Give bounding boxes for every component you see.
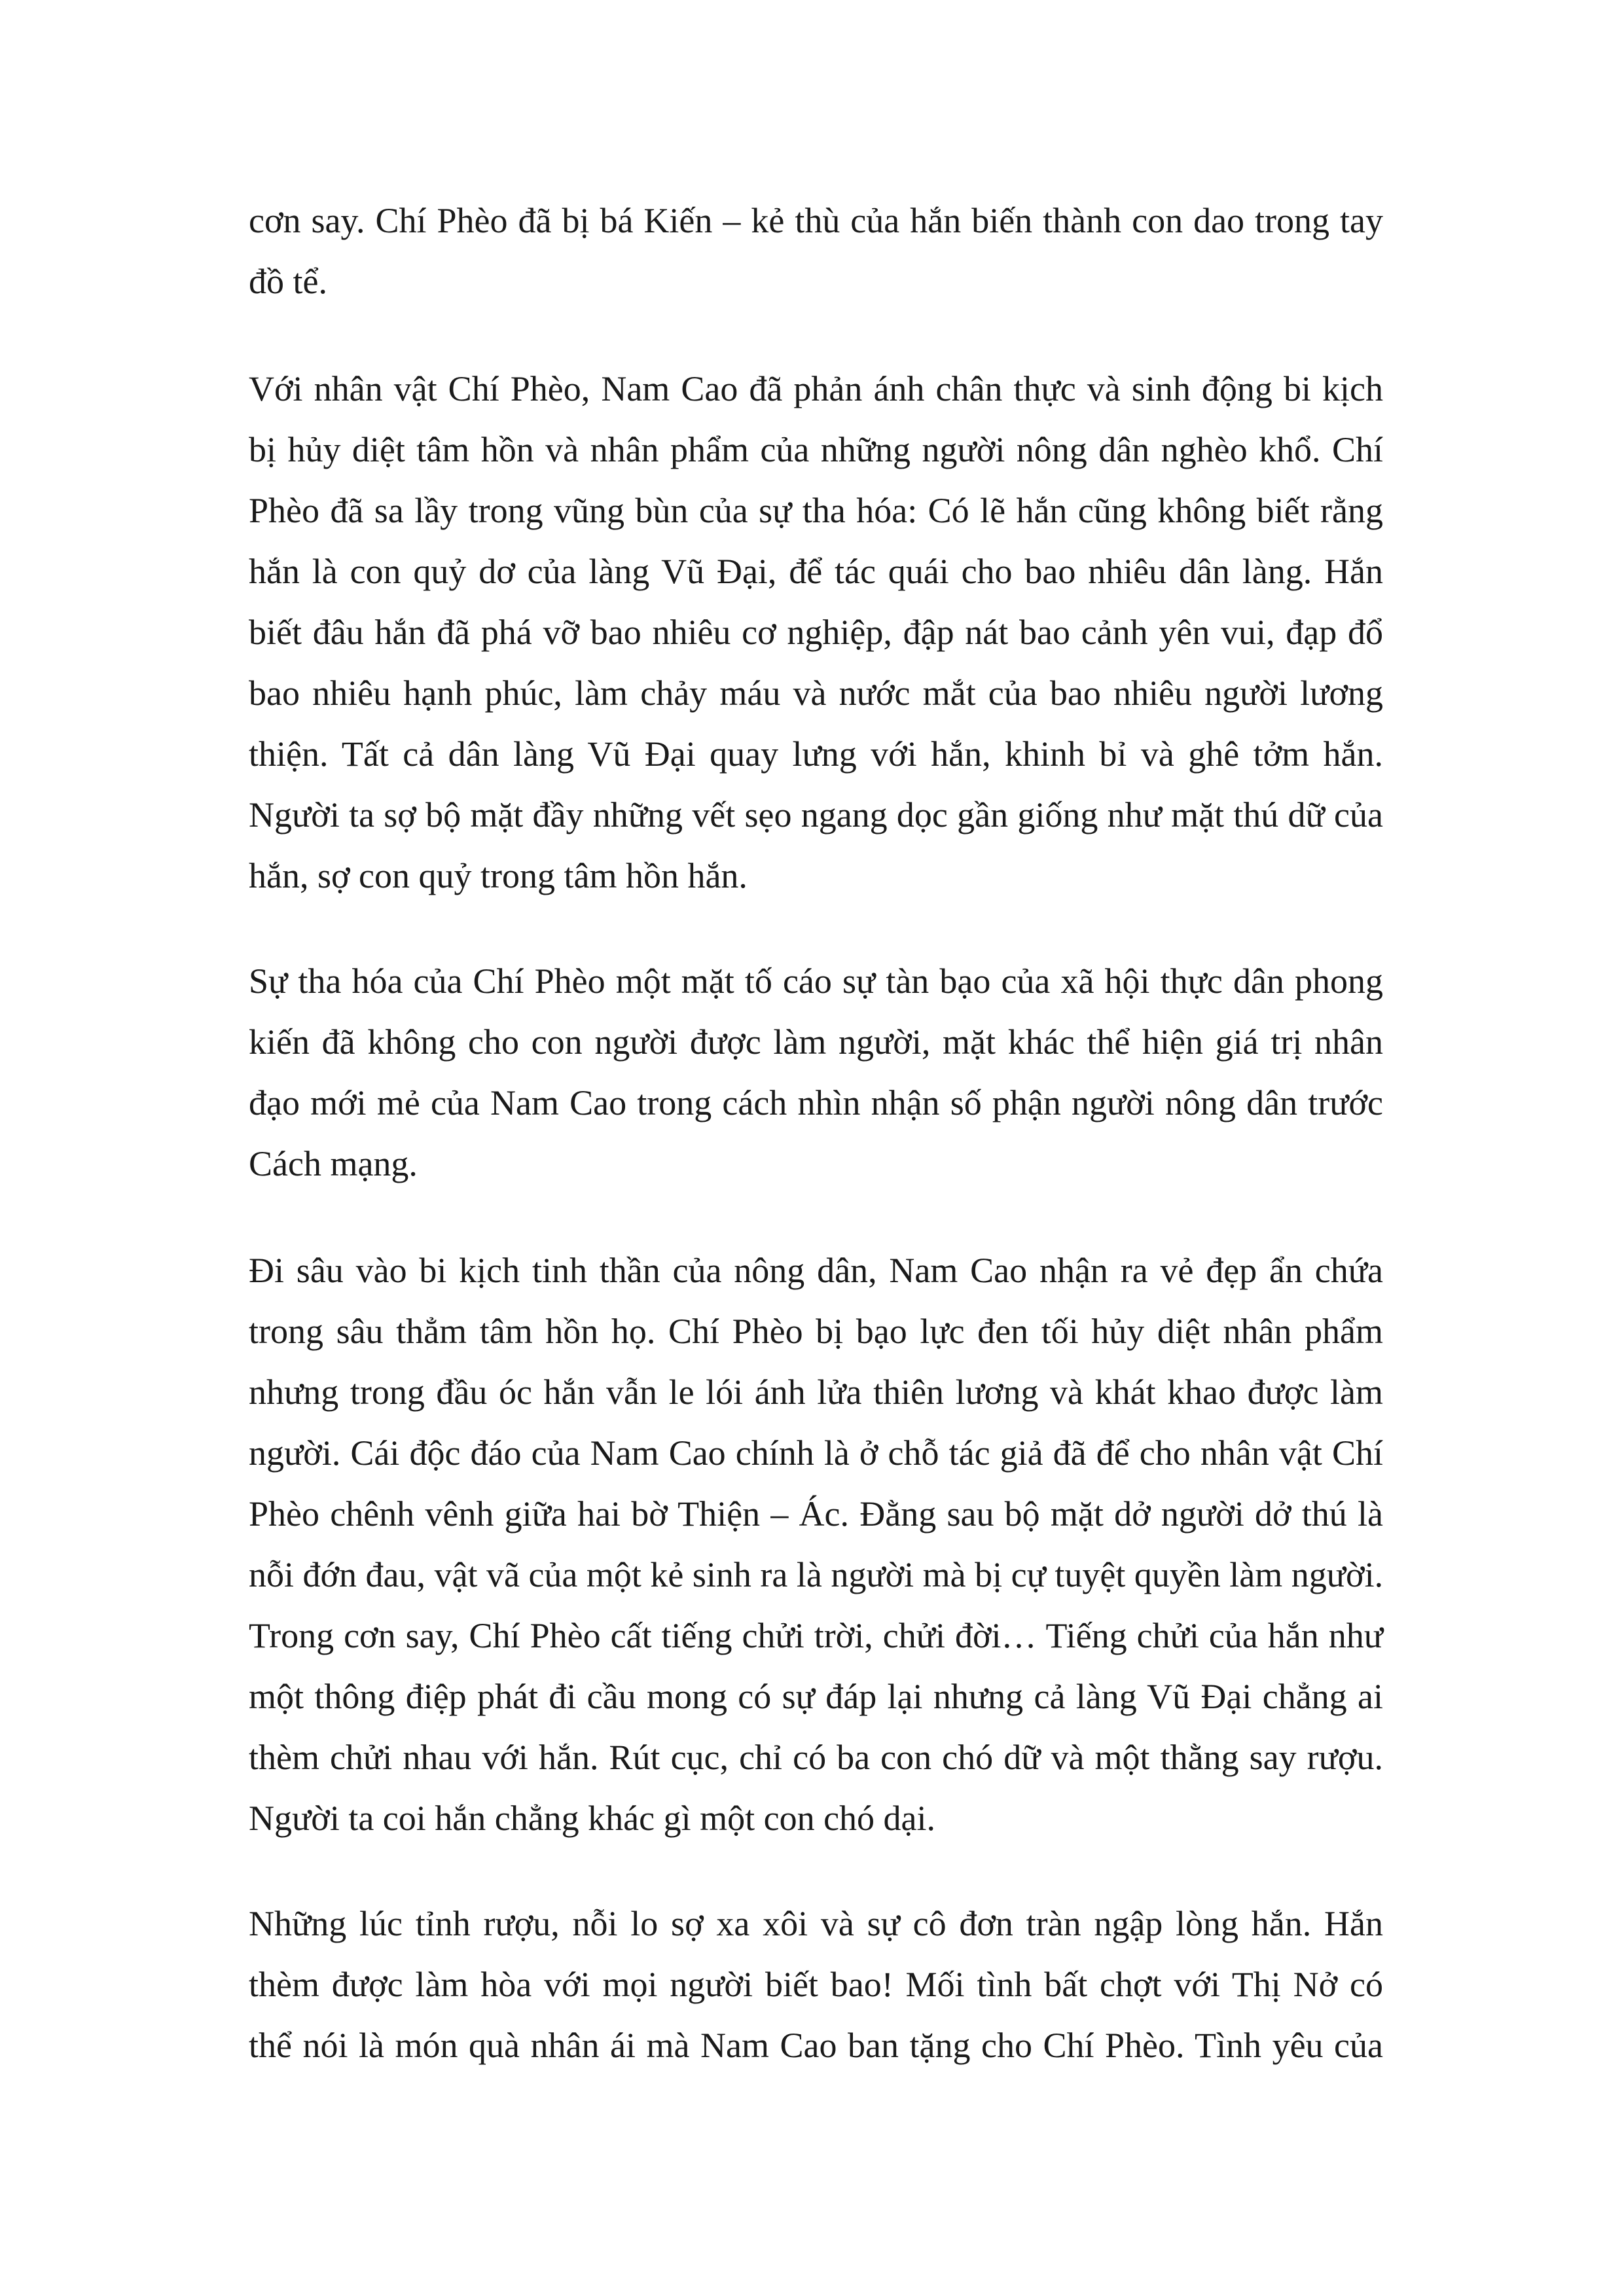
paragraph-2	[249, 359, 1383, 906]
text-line: thể nói là món quà nhân ái mà Nam Cao ban tặng cho Chí Phèo. Tình yêu của	[249, 2026, 1383, 2065]
paragraph-4	[249, 1240, 1383, 1849]
text-line: Phèo chênh vênh giữa hai bờ Thiện – Ác. Đằng sau bộ mặt dở người dở thú là	[249, 1494, 1383, 1534]
text-line: thèm chửi nhau với hắn. Rút cục, chỉ có ba con chó dữ và một thằng say rượu.	[249, 1738, 1383, 1777]
text-line: biết đâu hắn đã phá vỡ bao nhiêu cơ nghiệp, đập nát bao cảnh yên vui, đạp đổ	[249, 613, 1383, 652]
text-line: hắn là con quỷ dơ của làng Vũ Đại, để tác quái cho bao nhiêu dân làng. Hắn	[249, 552, 1383, 591]
text-line: Với nhân vật Chí Phèo, Nam Cao đã phản ánh chân thực và sinh động bi kịch	[249, 369, 1383, 408]
text-line: nhưng trong đầu óc hắn vẫn le lói ánh lửa thiên lương và khát khao được làm	[249, 1372, 1383, 1412]
paragraph-3	[249, 951, 1383, 1194]
text-line: bao nhiêu hạnh phúc, làm chảy máu và nước mắt của bao nhiêu người lương	[249, 673, 1383, 713]
text-line: nỗi đớn đau, vật vã của một kẻ sinh ra là người mà bị cự tuyệt quyền làm người.	[249, 1555, 1384, 1594]
text-line: thiện. Tất cả dân làng Vũ Đại quay lưng với hắn, khinh bỉ và ghê tởm hắn.	[249, 734, 1383, 774]
text-line: Người ta coi hắn chẳng khác gì một con chó dại.	[249, 1799, 936, 1838]
text-line: Cách mạng.	[249, 1144, 418, 1183]
paragraph-5	[249, 1893, 1383, 2076]
text-line: Phèo đã sa lầy trong vũng bùn của sự tha hóa: Có lẽ hắn cũng không biết rằng	[249, 491, 1383, 530]
paragraph-1	[249, 190, 1383, 312]
text-line: đồ tể.	[249, 262, 327, 301]
text-line: hắn, sợ con quỷ trong tâm hồn hắn.	[249, 856, 748, 895]
text-line: kiến đã không cho con người được làm người, mặt khác thể hiện giá trị nhân	[249, 1022, 1383, 1062]
text-line: thèm được làm hòa với mọi người biết bao! Mối tình bất chợt với Thị Nở có	[249, 1965, 1383, 2004]
text-line: người. Cái độc đáo của Nam Cao chính là ở chỗ tác giả đã để cho nhân vật Chí	[249, 1433, 1383, 1473]
text-line: trong sâu thẳm tâm hồn họ. Chí Phèo bị bạo lực đen tối hủy diệt nhân phẩm	[249, 1312, 1383, 1351]
text-line: Người ta sợ bộ mặt đầy những vết sẹo ngang dọc gần giống như mặt thú dữ của	[249, 795, 1383, 834]
text-line: Trong cơn say, Chí Phèo cất tiếng chửi trời, chửi đời… Tiếng chửi của hắn như	[249, 1616, 1383, 1655]
text-line: đạo mới mẻ của Nam Cao trong cách nhìn nhận số phận người nông dân trước	[249, 1083, 1383, 1122]
text-line: Những lúc tỉnh rượu, nỗi lo sợ xa xôi và sự cô đơn tràn ngập lòng hắn. Hắn	[249, 1904, 1383, 1943]
text-line: Đi sâu vào bi kịch tinh thần của nông dân, Nam Cao nhận ra vẻ đẹp ẩn chứa	[249, 1251, 1383, 1290]
text-line: Sự tha hóa của Chí Phèo một mặt tố cáo sự tàn bạo của xã hội thực dân phong	[249, 961, 1383, 1001]
text-line: cơn say. Chí Phèo đã bị bá Kiến – kẻ thù của hắn biến thành con dao trong tay	[249, 201, 1383, 240]
text-line: một thông điệp phát đi cầu mong có sự đáp lại nhưng cả làng Vũ Đại chẳng ai	[249, 1677, 1383, 1716]
text-line: bị hủy diệt tâm hồn và nhân phẩm của những người nông dân nghèo khổ. Chí	[249, 430, 1383, 469]
